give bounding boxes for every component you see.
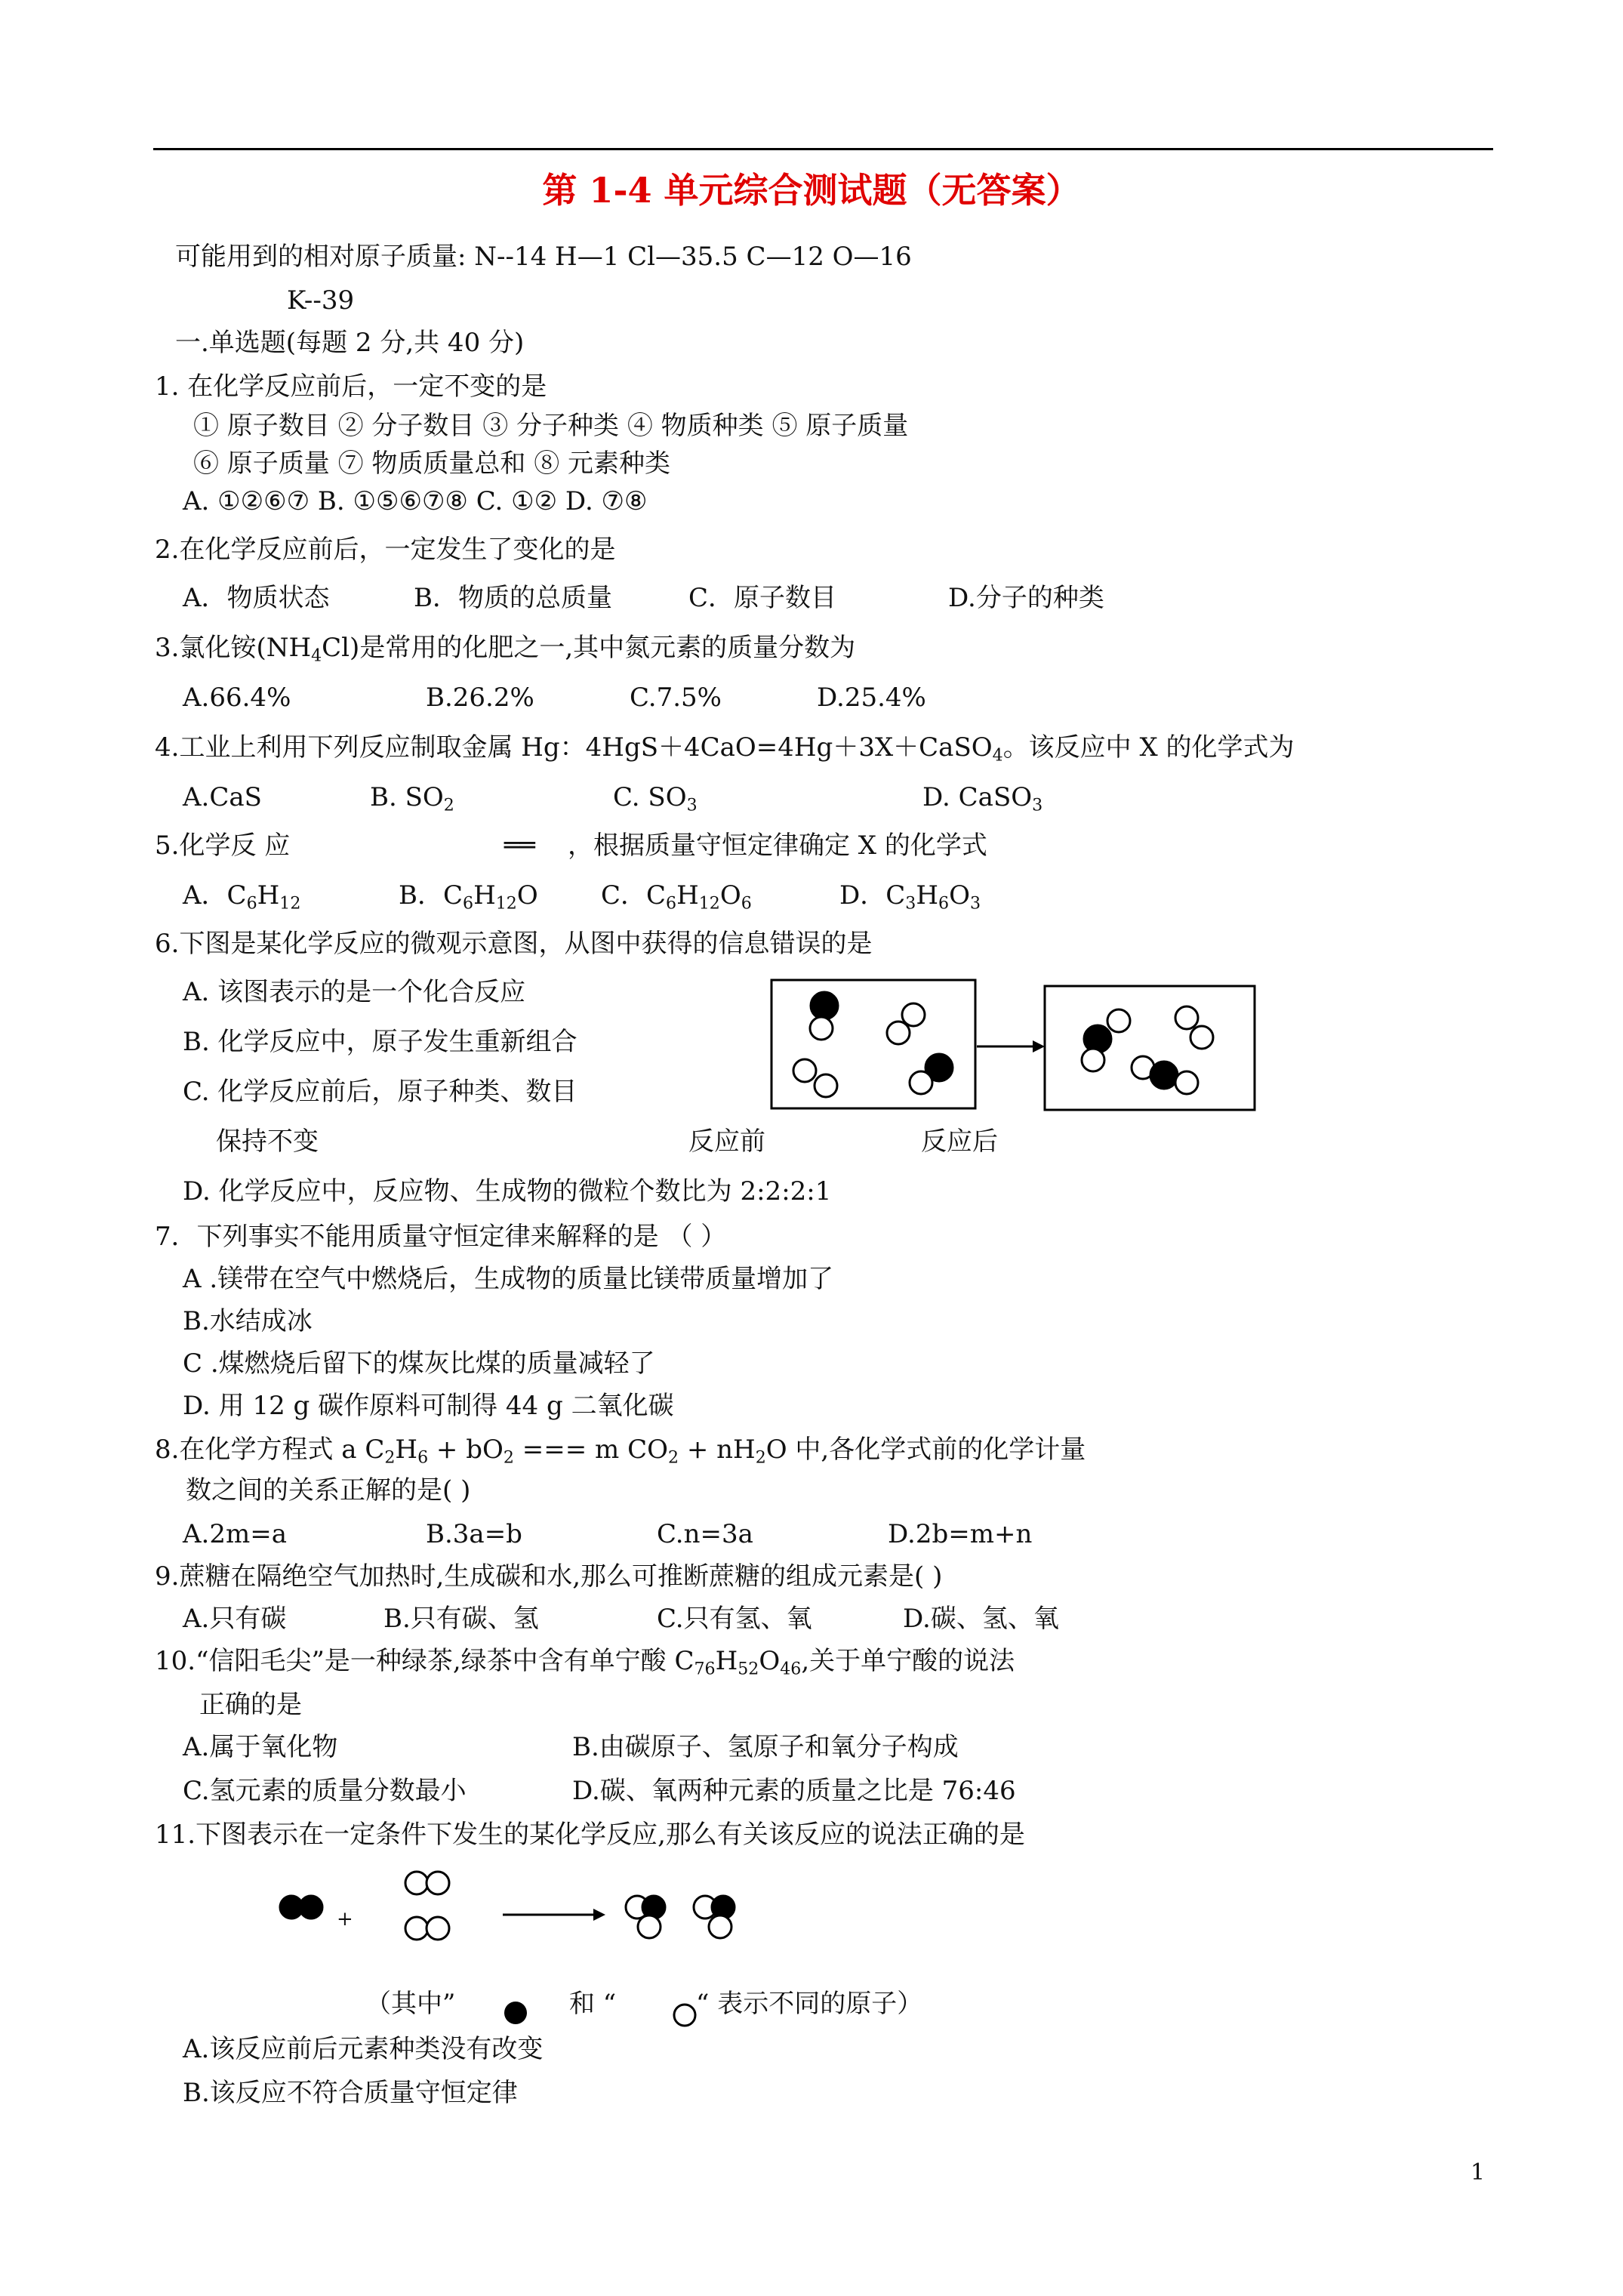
q1-stem: 1. 在化学反应前后，一定不变的是 [155, 371, 547, 402]
white-atom [1175, 1006, 1198, 1029]
q7-option-a: A .镁带在空气中燃烧后，生成物的质量比镁带质量增加了 [183, 1264, 834, 1294]
q11-option-b: B.该反应不符合质量守恒定律 [183, 2078, 518, 2108]
q1-line1: ① 原子数目 ② 分子数目 ③ 分子种类 ④ 物质种类 ⑤ 原子质量 [193, 411, 909, 441]
q1-line2: ⑥ 原子质量 ⑦ 物质质量总和 ⑧ 元素种类 [193, 448, 671, 479]
q9-option-b: B.只有碳、氢 [383, 1604, 539, 1634]
q11-legend-mid: 和 “ [569, 1989, 617, 2019]
q11-legend-start: （其中” [365, 1989, 456, 2019]
q4-option-b: B. $SO_2$ [370, 782, 454, 815]
q3-option-d: D.25.4% [817, 683, 926, 713]
q11-stem: 11.下图表示在一定条件下发生的某化学反应,那么有关该反应的说法正确的是 [155, 1820, 1025, 1850]
q4-option-d: D. CaSO$_3$ [922, 782, 1043, 815]
q4-option-a: A.CaS [183, 782, 262, 812]
white-atom [1082, 1049, 1104, 1071]
q2-option-c: C．原子数目 [688, 583, 837, 613]
q7-option-d: D. 用 12 g 碳作原料可制得 44 g 二氧化碳 [183, 1391, 674, 1421]
q1-options: A. ①②⑥⑦ B. ①⑤⑥⑦⑧ C. ①② D. ⑦⑧ [183, 486, 648, 516]
q4-stem: 4.工业上利用下列反应制取金属 Hg：4HgS＋4CaO=4Hg＋3X＋CaSO$_4$。该反应中 X 的化学式为 [155, 732, 1295, 766]
q3-option-b: B.26.2% [426, 683, 534, 713]
q4-option-c: C. $SO_3$ [613, 782, 698, 815]
white-atom [427, 1917, 449, 1940]
q8-option-d: D.2b=m+n [888, 1519, 1033, 1549]
q5-option-a: A．$C_6H_{12}$ [183, 880, 301, 914]
q10-option-b: B.由碳原子、氢原子和氧分子构成 [572, 1732, 959, 1762]
q7-option-c: C .煤燃烧后留下的煤灰比煤的质量减轻了 [183, 1348, 655, 1379]
q5-option-c: C．$C_6H_{12}O_6$ [601, 880, 752, 914]
q6-option-c-cont: 保持不变 [216, 1126, 319, 1157]
white-atom [405, 1917, 428, 1940]
white-atom [709, 1915, 731, 1938]
white-atom [405, 1872, 428, 1894]
white-atom [1107, 1009, 1130, 1032]
q10-option-a: A.属于氧化物 [183, 1732, 338, 1762]
black-atom [1084, 1025, 1111, 1052]
white-atom [902, 1003, 925, 1026]
q11-option-a: A.该反应前后元素种类没有改变 [183, 2034, 544, 2064]
white-atom [1175, 1071, 1198, 1094]
black-atom [811, 992, 838, 1019]
white-atom [810, 1017, 833, 1040]
reaction-arrow [503, 1909, 605, 1921]
q6-option-c: C. 化学反应前后，原子种类、数目 [183, 1077, 577, 1107]
q2-option-b: B．物质的总质量 [414, 583, 612, 613]
white-atom [910, 1071, 932, 1094]
q7-stem: 7．下列事实不能用质量守恒定律来解释的是 （ ） [155, 1222, 727, 1252]
section-heading: 一.单选题(每题 2 分,共 40 分) [175, 328, 525, 358]
header-rule [153, 148, 1493, 150]
white-atom [815, 1074, 837, 1097]
q10-option-c: C.氢元素的质量分数最小 [183, 1776, 467, 1806]
white-atom [638, 1915, 661, 1938]
q8-stem-cont: 数之间的关系正解的是( ) [186, 1475, 471, 1505]
atomic-mass-line-1: 可能用到的相对原子质量: N--14 H—1 Cl—35.5 C—12 O—16 [175, 242, 912, 272]
q11-plus-sign: + [337, 1908, 353, 1931]
q10-stem: 10.“信阳毛尖”是一种绿茶,绿茶中含有单宁酸 $C_{76}H_{52}O_{46}$,关于单宁酸的说法 [155, 1646, 1015, 1679]
q8-option-c: C.n=3a [657, 1519, 753, 1549]
atomic-mass-line-2: K--39 [287, 285, 355, 316]
q3-option-a: A.66.4% [183, 683, 291, 713]
white-atom [427, 1872, 449, 1894]
q9-option-c: C.只有氢、氧 [657, 1604, 812, 1634]
q9-option-a: A.只有碳 [183, 1604, 287, 1634]
q2-option-d: D.分子的种类 [948, 583, 1104, 613]
q6-label-before: 反应前 [688, 1126, 765, 1157]
q9-option-d: D.碳、氢、氧 [903, 1604, 1059, 1634]
q8-stem: 8.在化学方程式 a $C_2H_6 + bO_2$ === m $CO_2 + nH_2O$ 中,各化学式前的化学计量 [155, 1435, 1086, 1468]
reaction-arrow [977, 1040, 1045, 1052]
q6-option-d: D. 化学反应中，反应物、生成物的微粒个数比为 2:2:2:1 [183, 1176, 832, 1207]
q5-stem-end: ，根据质量守恒定律确定 X 的化学式 [568, 831, 987, 861]
black-atom [300, 1896, 322, 1918]
q8-option-b: B.3a=b [426, 1519, 522, 1549]
q6-label-after: 反应后 [921, 1126, 998, 1157]
q2-stem: 2.在化学反应前后，一定发生了变化的是 [155, 535, 616, 565]
page-number: 1 [1471, 2159, 1486, 2186]
page-title: 第 1-4 单元综合测试题（无答案） [542, 170, 1081, 211]
q11-reaction-diagram [249, 1865, 762, 1948]
q3-stem: 3.氯化铵$(NH_4Cl)$是常用的化肥之一,其中氮元素的质量分数为 [155, 633, 856, 666]
q7-option-b: B.水结成冰 [183, 1306, 313, 1336]
white-atom [887, 1022, 910, 1044]
q8-option-a: A.2m=a [183, 1519, 287, 1549]
q6-option-b: B. 化学反应中，原子发生重新组合 [183, 1027, 577, 1057]
black-atom [1150, 1062, 1178, 1089]
q10-option-d: D.碳、氧两种元素的质量之比是 76:46 [572, 1776, 1016, 1806]
q6-reaction-diagram [770, 978, 1261, 1116]
q6-option-a: A. 该图表示的是一个化合反应 [183, 977, 526, 1007]
white-atom [793, 1059, 816, 1082]
q10-stem-cont: 正确的是 [199, 1690, 302, 1720]
before-box [771, 980, 975, 1108]
q5-option-b: B．$C_6H_{12}O$ [399, 880, 538, 914]
q6-stem: 6.下图是某化学反应的微观示意图，从图中获得的信息错误的是 [155, 929, 873, 959]
q3-option-c: C.7.5% [630, 683, 722, 713]
q5-option-d: D．$C_3H_6O_3$ [839, 880, 981, 914]
q5-stem-start: 5.化学反 应 [155, 831, 291, 861]
after-box [1045, 986, 1255, 1110]
q2-option-a: A．物质状态 [183, 583, 330, 613]
legend-white-atom-icon [672, 2002, 698, 2028]
q11-legend-end: “ 表示不同的原子） [696, 1989, 923, 2019]
white-atom [1190, 1026, 1213, 1049]
q5-equation-sign: ══ [504, 831, 535, 861]
q9-stem: 9.蔗糖在隔绝空气加热时,生成碳和水,那么可推断蔗糖的组成元素是( ) [155, 1561, 943, 1592]
legend-black-atom-icon [503, 1996, 528, 2026]
